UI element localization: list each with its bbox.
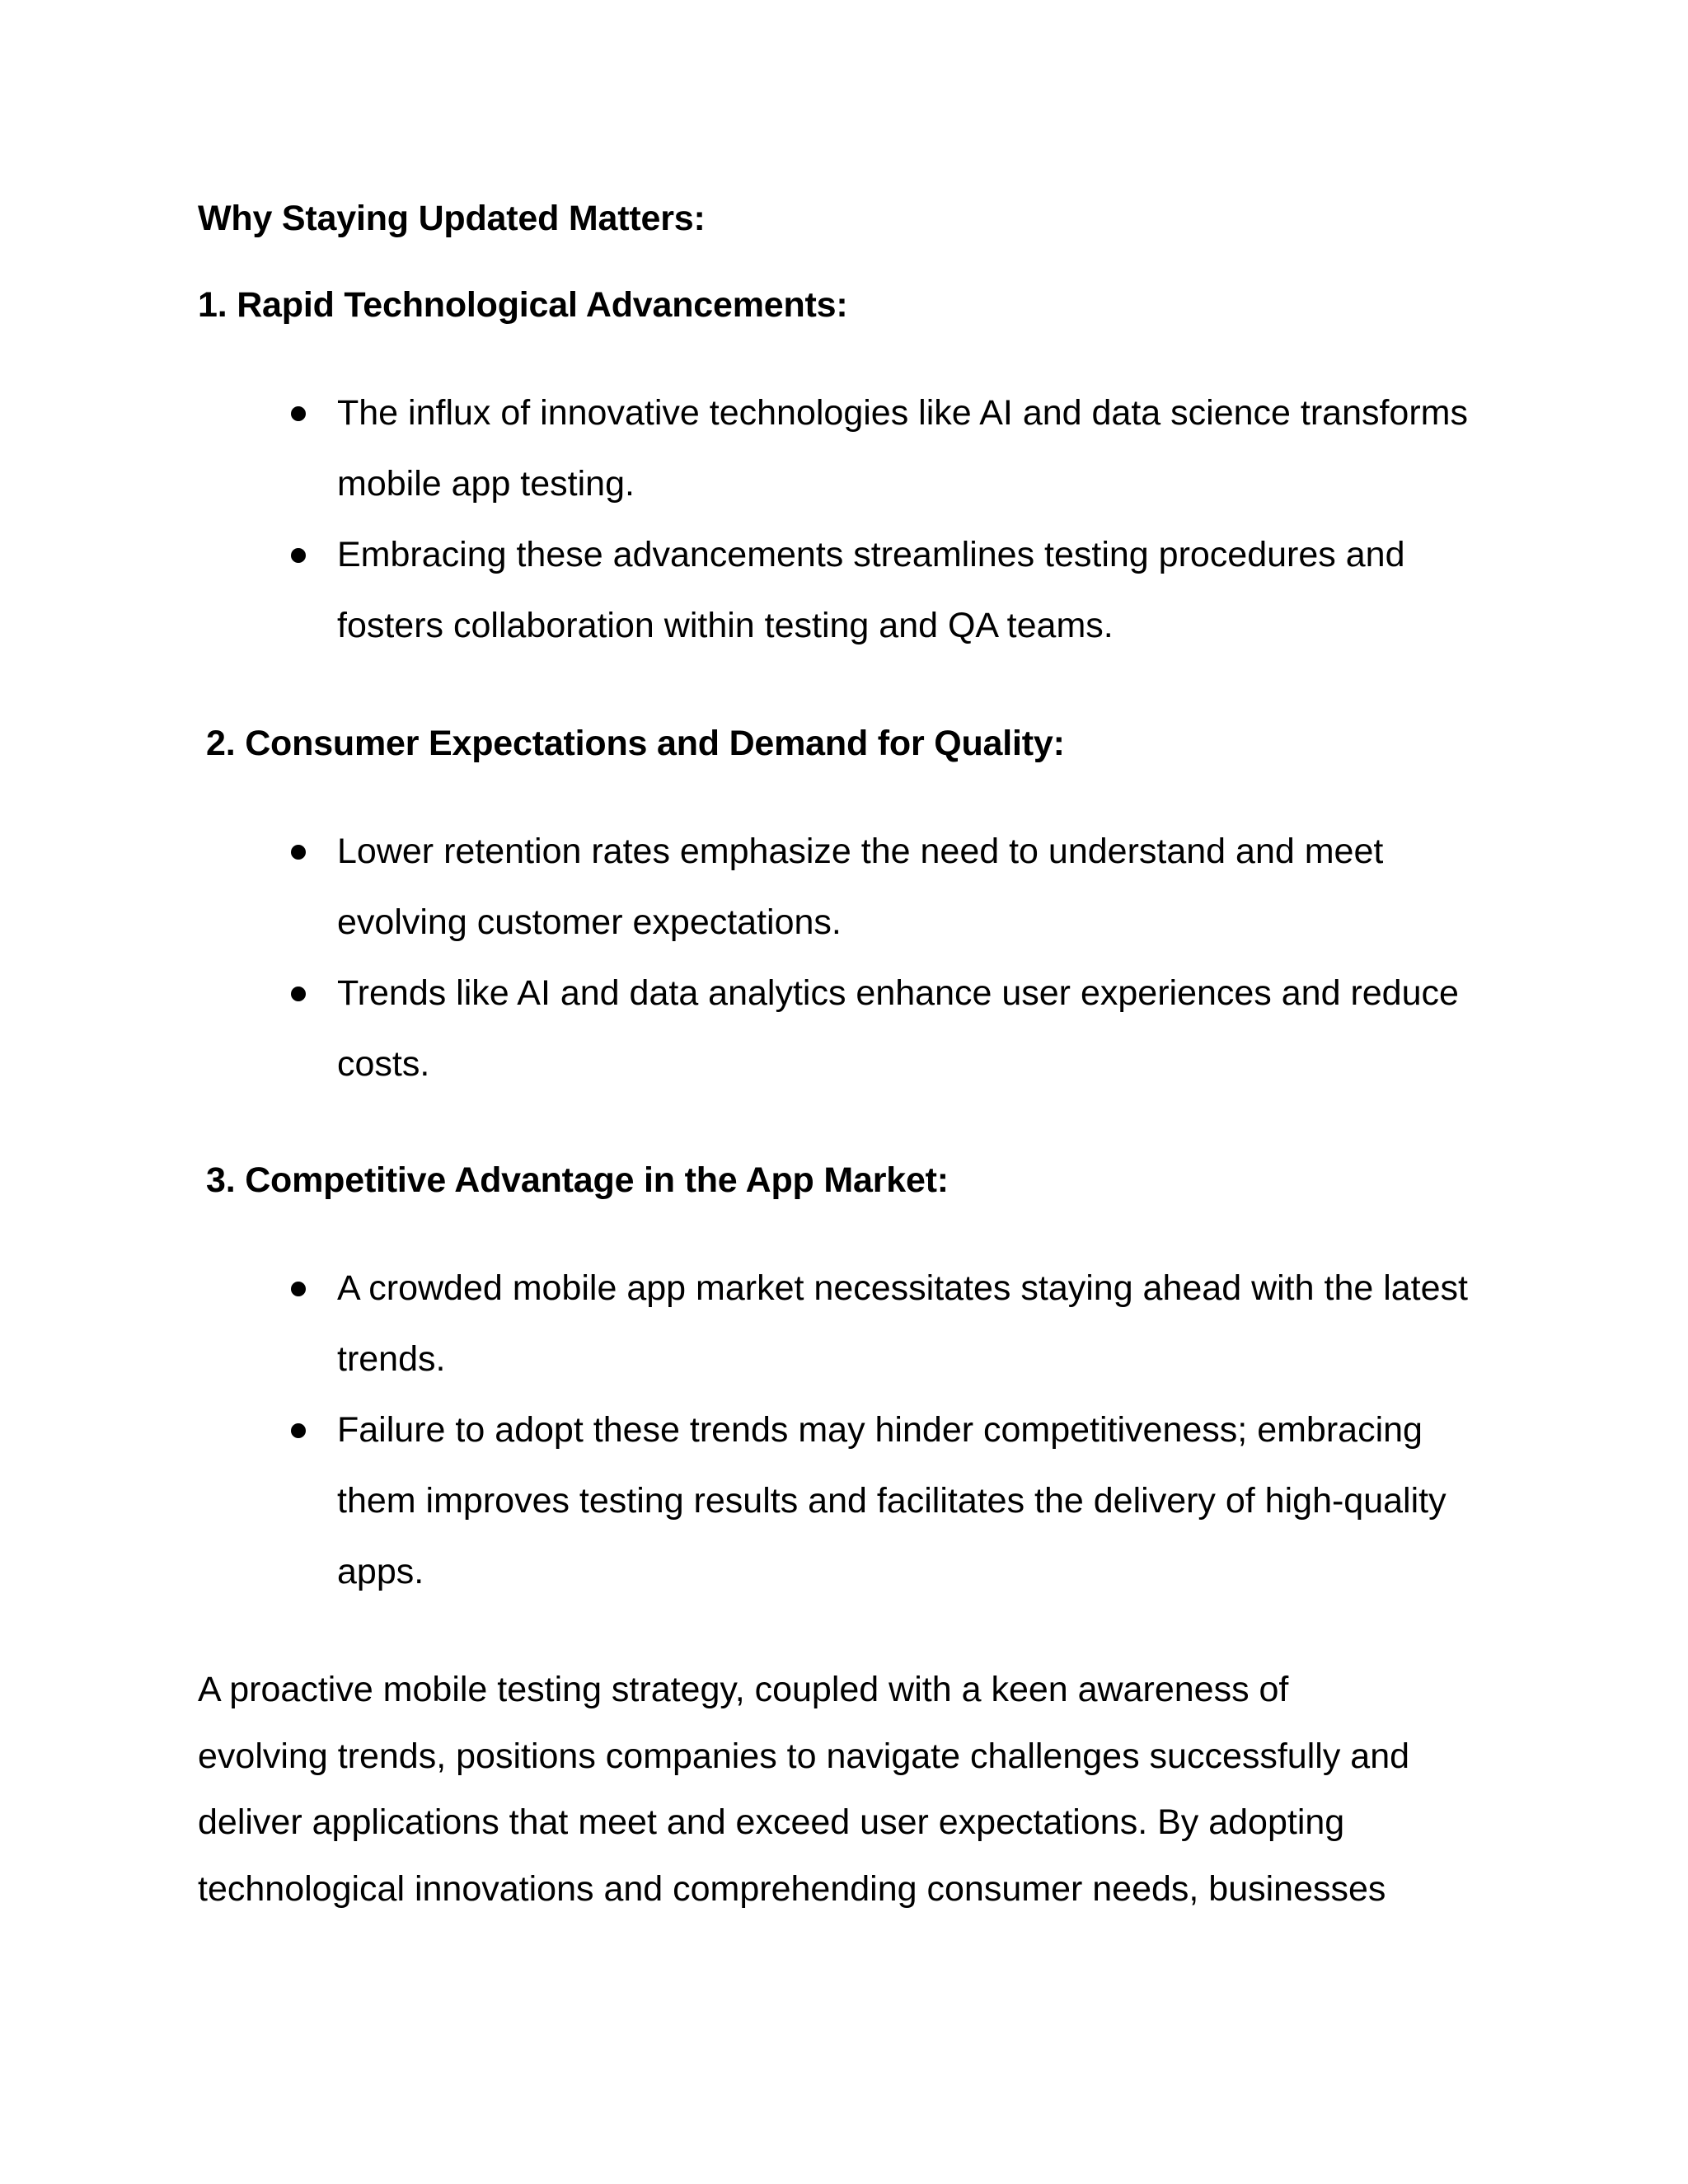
list-item	[283, 816, 1503, 958]
section-2-list	[283, 816, 1503, 1099]
list-item-text: A crowded mobile app market necessitates staying ahead with the latest trends.	[337, 1268, 1468, 1379]
section-heading-2: 2. Consumer Expectations and Demand for Quality:	[206, 724, 1065, 763]
list-item-text: The influx of innovative technologies like AI and data science transforms mobile app testing.	[337, 393, 1468, 504]
bullet-icon	[291, 845, 306, 860]
bullet-icon	[291, 1423, 306, 1438]
page-title: Why Staying Updated Matters:	[198, 199, 706, 238]
section-1-list	[283, 377, 1503, 661]
paragraph-line: A proactive mobile testing strategy, coupled with a keen awareness of	[198, 1670, 1289, 1709]
bullet-icon	[291, 406, 306, 421]
list-item	[283, 519, 1503, 661]
list-item-text: Failure to adopt these trends may hinder competitiveness; embracing them improves testing results and facilitates the delivery of high-quality apps.	[337, 1410, 1447, 1591]
list-item	[283, 377, 1503, 519]
section-heading-1: 1. Rapid Technological Advancements:	[198, 285, 848, 325]
section-3-list	[283, 1253, 1503, 1607]
paragraph-line: technological innovations and comprehending consumer needs, businesses	[198, 1868, 1386, 1909]
paragraph-line: deliver applications that meet and exceed user expectations. By adopting	[198, 1802, 1345, 1842]
list-item-text: Embracing these advancements streamlines testing procedures and fosters collaboration within testing and QA teams.	[337, 535, 1405, 645]
section-heading-3: 3. Competitive Advantage in the App Market:	[206, 1160, 949, 1200]
list-item-text: Trends like AI and data analytics enhance user experiences and reduce costs.	[337, 973, 1459, 1084]
conclusion-paragraph	[198, 1657, 1517, 1922]
paragraph-line: evolving trends, positions companies to navigate challenges successfully and	[198, 1736, 1410, 1776]
list-item	[283, 1394, 1503, 1607]
list-item-text: Lower retention rates emphasize the need to understand and meet evolving customer expectations.	[337, 832, 1384, 942]
list-item	[283, 1253, 1503, 1394]
bullet-icon	[291, 1282, 306, 1296]
bullet-icon	[291, 987, 306, 1001]
bullet-icon	[291, 548, 306, 563]
list-item	[283, 958, 1503, 1099]
